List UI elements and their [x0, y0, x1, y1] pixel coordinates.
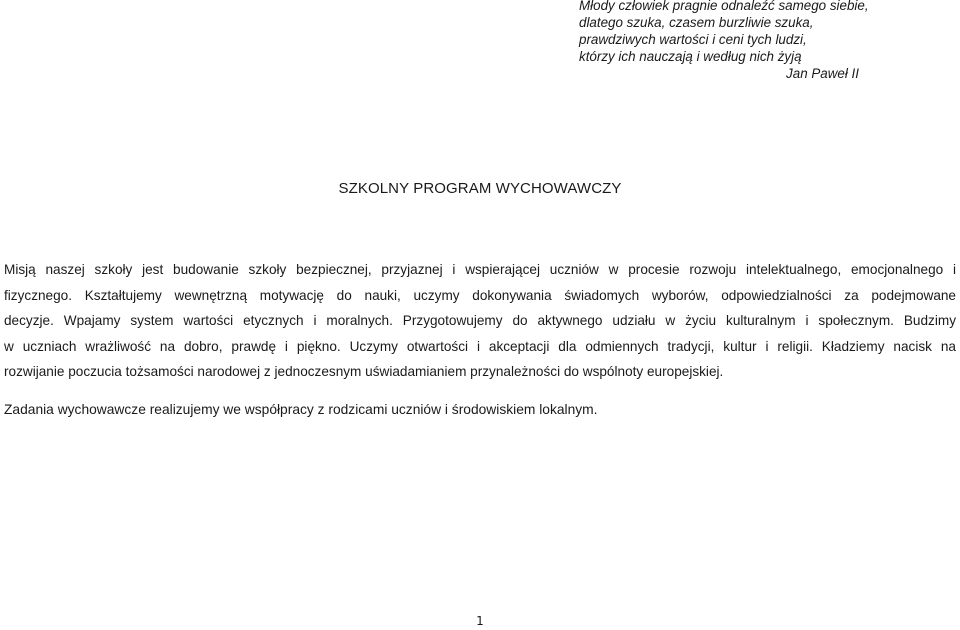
mission-line: rozwijanie poczucia tożsamości narodowej z jednoczesnym uświadamianiem przynależności do wspólnoty europejskiej. — [4, 364, 724, 380]
mission-line: w uczniach wrażliwość na dobro, prawdę i piękno. Uczymy otwartości i akceptacji dla odmiennych tradycji, kultur i religii. Kładziemy nacisk na — [4, 338, 956, 354]
epigraph-line: dlatego szuka, czasem burzliwie szuka, — [579, 15, 814, 30]
mission-paragraph — [4, 257, 956, 385]
epigraph-line: Młody człowiek pragnie odnaleźć samego siebie, — [579, 0, 869, 13]
tasks-paragraph: Zadania wychowawcze realizujemy we współpracy z rodzicami uczniów i środowiskiem lokalnym. — [4, 402, 598, 417]
document-title: SZKOLNY PROGRAM WYCHOWAWCZY — [338, 180, 622, 197]
mission-line: Misją naszej szkoły jest budowanie szkoły bezpiecznej, przyjaznej i wspierającej uczniów w procesie rozwoju intelektualnego, emocjonalnego i — [4, 262, 956, 277]
mission-line: decyzje. Wpajamy system wartości etycznych i moralnych. Przygotowujemy do aktywnego udziału w życiu kulturalnym i społecznym. Budzimy — [4, 313, 956, 329]
epigraph-quote — [579, 0, 899, 82]
epigraph-line: prawdziwych wartości i ceni tych ludzi, — [579, 32, 807, 47]
mission-line: fizycznego. Kształtujemy wewnętrzną motywację do nauki, uczymy dokonywania świadomych wyborów, odpowiedzialności za podejmowane — [4, 287, 956, 303]
epigraph-line: którzy ich nauczają i według nich żyją — [579, 49, 802, 64]
page-number: 1 — [476, 614, 484, 628]
epigraph-author: Jan Paweł II — [786, 66, 859, 81]
